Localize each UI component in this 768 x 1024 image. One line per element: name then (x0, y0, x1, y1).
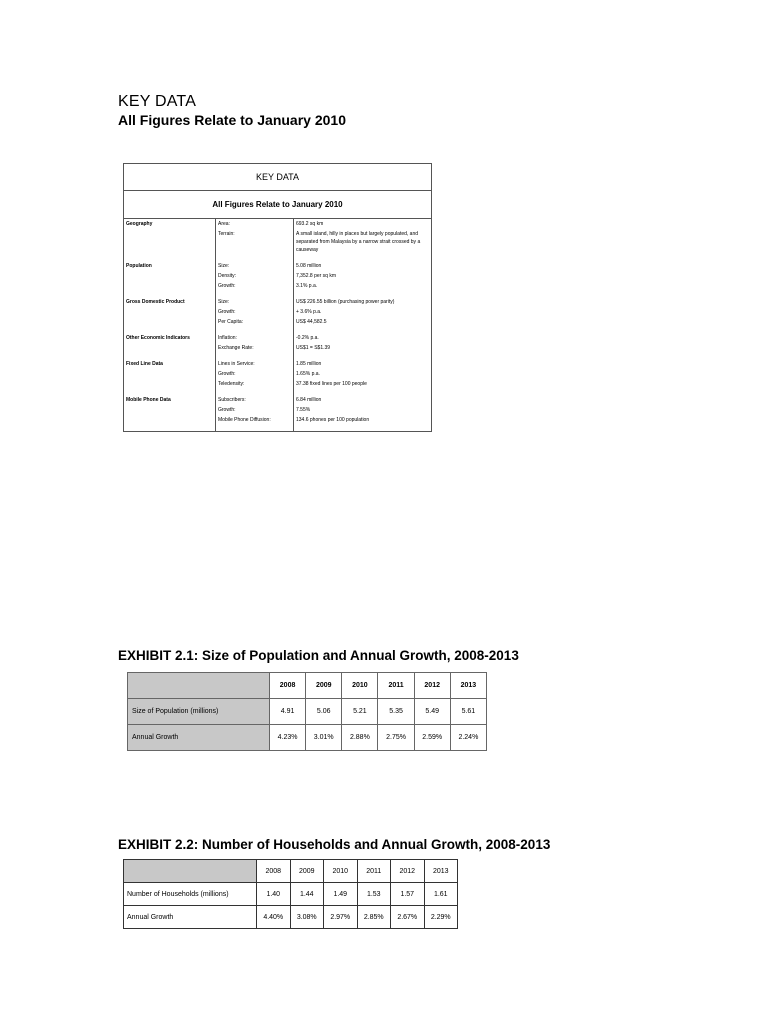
key-data-table (123, 163, 432, 432)
table-cell: 2.59% (414, 725, 450, 751)
table-row (128, 699, 487, 725)
page-title: KEY DATA (118, 93, 197, 110)
row-label: Size of Population (millions) (128, 699, 270, 725)
key-data-label: Terrain: (216, 229, 294, 255)
key-data-row (124, 229, 432, 255)
key-data-value: 37.38 fixed lines per 100 people (294, 379, 432, 389)
key-data-category: Other Economic Indicators (126, 335, 190, 341)
table-cell: 1.57 (391, 883, 425, 906)
key-data-label: Growth: (216, 307, 294, 317)
key-data-label: Exchange Rate: (216, 343, 294, 353)
key-data-row (124, 359, 432, 369)
key-data-row (124, 317, 432, 327)
table-cell: 2.85% (357, 906, 391, 929)
year-header: 2009 (290, 860, 324, 883)
exhibit-2-2-heading: EXHIBIT 2.2: Number of Households and Annual Growth, 2008-2013 (118, 837, 551, 852)
key-data-value: US$ 226.55 billion (purchasing power parity) (294, 297, 432, 307)
table-cell: 5.61 (450, 699, 486, 725)
key-data-spacer (124, 425, 432, 431)
key-data-value: 693.2 sq km (294, 219, 432, 230)
key-data-row (124, 281, 432, 291)
table-cell: 2.75% (378, 725, 414, 751)
key-data-label: Subscribers: (216, 395, 294, 405)
table-cell: 4.40% (257, 906, 291, 929)
year-header: 2013 (424, 860, 458, 883)
key-data-row (124, 219, 432, 230)
key-data-label: Growth: (216, 405, 294, 415)
key-data-label: Growth: (216, 281, 294, 291)
exhibit-2-2-table (123, 859, 458, 929)
key-data-label: Inflation: (216, 333, 294, 343)
page-subtitle: All Figures Relate to January 2010 (118, 112, 346, 128)
table-cell: 2.88% (342, 725, 378, 751)
year-header: 2013 (450, 673, 486, 699)
year-header: 2008 (257, 860, 291, 883)
key-data-value: US$1 = S$1.39 (294, 343, 432, 353)
table-cell: 3.01% (306, 725, 342, 751)
key-data-label: Teledensity: (216, 379, 294, 389)
key-data-label: Growth: (216, 369, 294, 379)
key-data-row (124, 369, 432, 379)
key-data-category (124, 281, 216, 291)
key-data-row (124, 379, 432, 389)
key-data-category (124, 343, 216, 353)
key-data-category: Geography (126, 221, 153, 227)
key-data-category (124, 317, 216, 327)
key-data-label: Area: (216, 219, 294, 230)
key-data-category (124, 307, 216, 317)
table-cell: 3.08% (290, 906, 324, 929)
year-header: 2009 (306, 673, 342, 699)
table-cell: 1.40 (257, 883, 291, 906)
exhibit-2-1-heading: EXHIBIT 2.1: Size of Population and Annual Growth, 2008-2013 (118, 648, 519, 663)
table-cell: 5.49 (414, 699, 450, 725)
key-data-category (124, 415, 216, 425)
key-data-category (124, 229, 216, 255)
table-row (128, 725, 487, 751)
year-header: 2010 (324, 860, 358, 883)
row-label: Number of Households (millions) (124, 883, 257, 906)
row-label: Annual Growth (124, 906, 257, 929)
year-header: 2008 (270, 673, 306, 699)
key-data-row (124, 395, 432, 405)
table-header-row (124, 860, 458, 883)
key-data-category: Fixed Line Data (126, 361, 163, 367)
table-row (124, 906, 458, 929)
key-data-value: 5.08 million (294, 261, 432, 271)
key-data-value: A small island, hilly in places but largely populated, and separated from Malaysia by a narrow strait crossed by a causeway (294, 229, 432, 255)
table-cell: 1.53 (357, 883, 391, 906)
key-data-category: Mobile Phone Data (126, 397, 171, 403)
key-data-row (124, 297, 432, 307)
year-header: 2012 (391, 860, 425, 883)
key-data-value: 7,352.8 per sq km (294, 271, 432, 281)
key-data-value: 1.65% p.a. (294, 369, 432, 379)
key-data-label: Size: (216, 261, 294, 271)
key-data-category (124, 369, 216, 379)
key-data-row (124, 271, 432, 281)
year-header: 2011 (357, 860, 391, 883)
table-cell: 4.91 (270, 699, 306, 725)
table-row (124, 883, 458, 906)
key-data-category (124, 271, 216, 281)
table-cell: 5.06 (306, 699, 342, 725)
key-data-value: 7.55% (294, 405, 432, 415)
key-data-value: -0.2% p.a. (294, 333, 432, 343)
year-header: 2011 (378, 673, 414, 699)
key-data-label: Mobile Phone Diffusion: (216, 415, 294, 425)
key-data-value: + 3.6% p.a. (294, 307, 432, 317)
key-data-spacer-cell (124, 425, 216, 431)
table-cell: 5.35 (378, 699, 414, 725)
key-data-row (124, 405, 432, 415)
key-data-row (124, 343, 432, 353)
key-data-value: 134.6 phones per 100 population (294, 415, 432, 425)
key-data-row (124, 415, 432, 425)
key-data-category: Gross Domestic Product (126, 299, 185, 305)
exhibit-2-1-table (127, 672, 487, 751)
table-cell: 2.24% (450, 725, 486, 751)
key-data-category (124, 405, 216, 415)
key-data-spacer-cell (294, 425, 432, 431)
table-cell: 1.61 (424, 883, 458, 906)
table-cell: 1.49 (324, 883, 358, 906)
key-data-value: 3.1% p.a. (294, 281, 432, 291)
table-cell: 2.67% (391, 906, 425, 929)
table-cell: 5.21 (342, 699, 378, 725)
year-header: 2012 (414, 673, 450, 699)
key-data-spacer-cell (216, 425, 294, 431)
key-data-row (124, 261, 432, 271)
table-corner-cell (124, 860, 257, 883)
key-data-row (124, 333, 432, 343)
year-header: 2010 (342, 673, 378, 699)
key-data-value: 1.85 million (294, 359, 432, 369)
table-corner-cell (128, 673, 270, 699)
table-cell: 1.44 (290, 883, 324, 906)
table-cell: 2.97% (324, 906, 358, 929)
key-data-value: US$ 44,582.5 (294, 317, 432, 327)
key-data-category (124, 379, 216, 389)
key-data-category: Population (126, 263, 152, 269)
table-cell: 2.29% (424, 906, 458, 929)
table-header-row (128, 673, 487, 699)
key-data-label: Per Capita: (216, 317, 294, 327)
key-data-row (124, 307, 432, 317)
row-label: Annual Growth (128, 725, 270, 751)
key-data-value: 6.84 million (294, 395, 432, 405)
key-data-label: Lines in Service: (216, 359, 294, 369)
key-data-table-subtitle: All Figures Relate to January 2010 (124, 191, 432, 219)
key-data-table-title: KEY DATA (124, 164, 432, 191)
table-cell: 4.23% (270, 725, 306, 751)
key-data-label: Density: (216, 271, 294, 281)
key-data-label: Size: (216, 297, 294, 307)
